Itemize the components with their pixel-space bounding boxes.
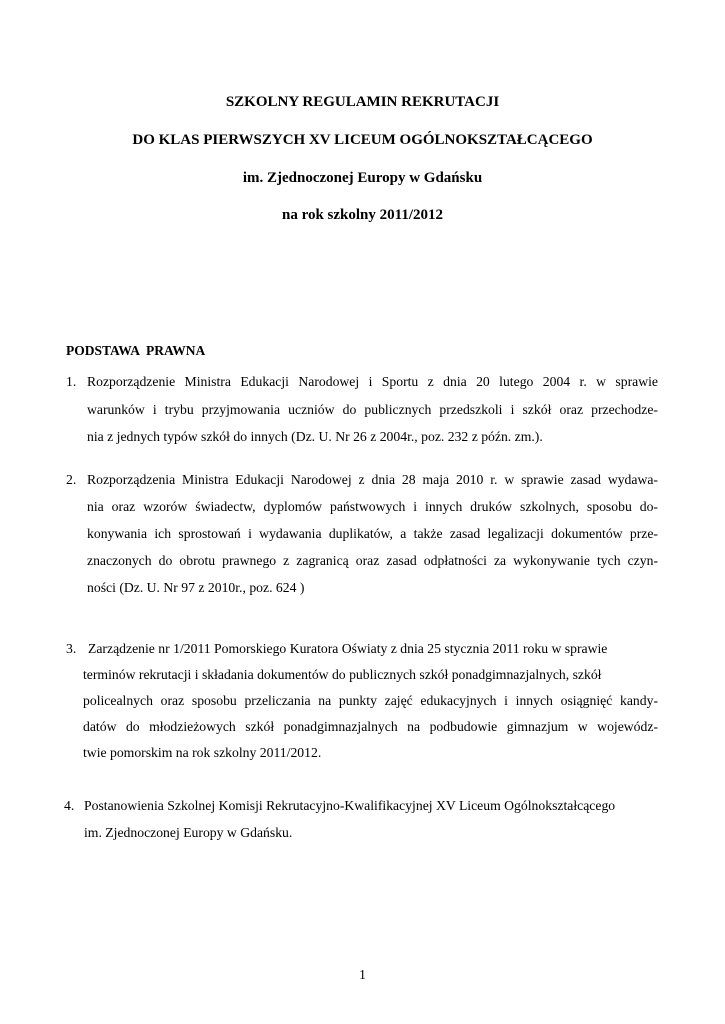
title-line-3: im. Zjednoczonej Europy w Gdańsku bbox=[242, 170, 483, 186]
list-item-number: 1. bbox=[66, 374, 77, 389]
title-line-1: SZKOLNY REGULAMIN REKRUTACJI bbox=[225, 94, 500, 110]
list-item-line: znaczonych do obrotu prawnego z zagranicą oraz zasad odpłatności za wykonywanie tych czyn- bbox=[87, 553, 658, 568]
list-item-line: nia z jednych typów szkół do innych (Dz. U. Nr 26 z 2004r., poz. 232 z późn. zm.). bbox=[87, 429, 543, 444]
list-item-line: nia oraz wzorów świadectw, dyplomów państwowych i innych druków szkolnych, sposobu do- bbox=[87, 499, 658, 514]
list-item-line: Rozporządzenie Ministra Edukacji Narodowej i Sportu z dnia 20 lutego 2004 r. w sprawie bbox=[87, 374, 658, 389]
list-item-line: warunków i trybu przyjmowania uczniów do publicznych przedszkoli i szkół oraz przechodze- bbox=[87, 402, 658, 417]
list-item-number: 3. bbox=[66, 641, 77, 656]
list-item-line: Zarządzenie nr 1/2011 Pomorskiego Kuratora Oświaty z dnia 25 stycznia 2011 roku w sprawie bbox=[88, 641, 608, 656]
section-heading: PODSTAWA PRAWNA bbox=[66, 343, 206, 358]
list-item-line: Rozporządzenia Ministra Edukacji Narodowej z dnia 28 maja 2010 r. w sprawie zasad wydawa- bbox=[87, 472, 658, 487]
list-item-number: 4. bbox=[64, 798, 75, 813]
title-line-4: na rok szkolny 2011/2012 bbox=[281, 207, 443, 223]
list-item-line: im. Zjednoczonej Europy w Gdańsku. bbox=[84, 825, 293, 840]
list-item-line: twie pomorskim na rok szkolny 2011/2012. bbox=[83, 745, 322, 760]
list-item-line: policealnych oraz sposobu przeliczania na punkty zajęć edukacyjnych i innych osiągnięć kandy- bbox=[83, 693, 658, 708]
title-line-2: DO KLAS PIERWSZYCH XV LICEUM OGÓLNOKSZTAŁCĄCEGO bbox=[132, 132, 593, 148]
list-item-line: datów do młodzieżowych szkół ponadgimnazjalnych na podbudowie gimnazjum w wojewódz- bbox=[83, 719, 658, 734]
list-item-line: Postanowienia Szkolnej Komisji Rekrutacyjno-Kwalifikacyjnej XV Liceum Ogólnokształcącego bbox=[84, 798, 616, 813]
page-number: 1 bbox=[359, 967, 366, 982]
list-item-number: 2. bbox=[66, 472, 77, 487]
list-item-line: ności (Dz. U. Nr 97 z 2010r., poz. 624 ) bbox=[87, 580, 305, 595]
list-item-line: konywania ich sprostowań i wydawania duplikatów, a także zasad legalizacji dokumentów prze- bbox=[87, 526, 658, 541]
list-item-line: terminów rekrutacji i składania dokumentów do publicznych szkół ponadgimnazjalnych, szkół bbox=[83, 667, 602, 682]
